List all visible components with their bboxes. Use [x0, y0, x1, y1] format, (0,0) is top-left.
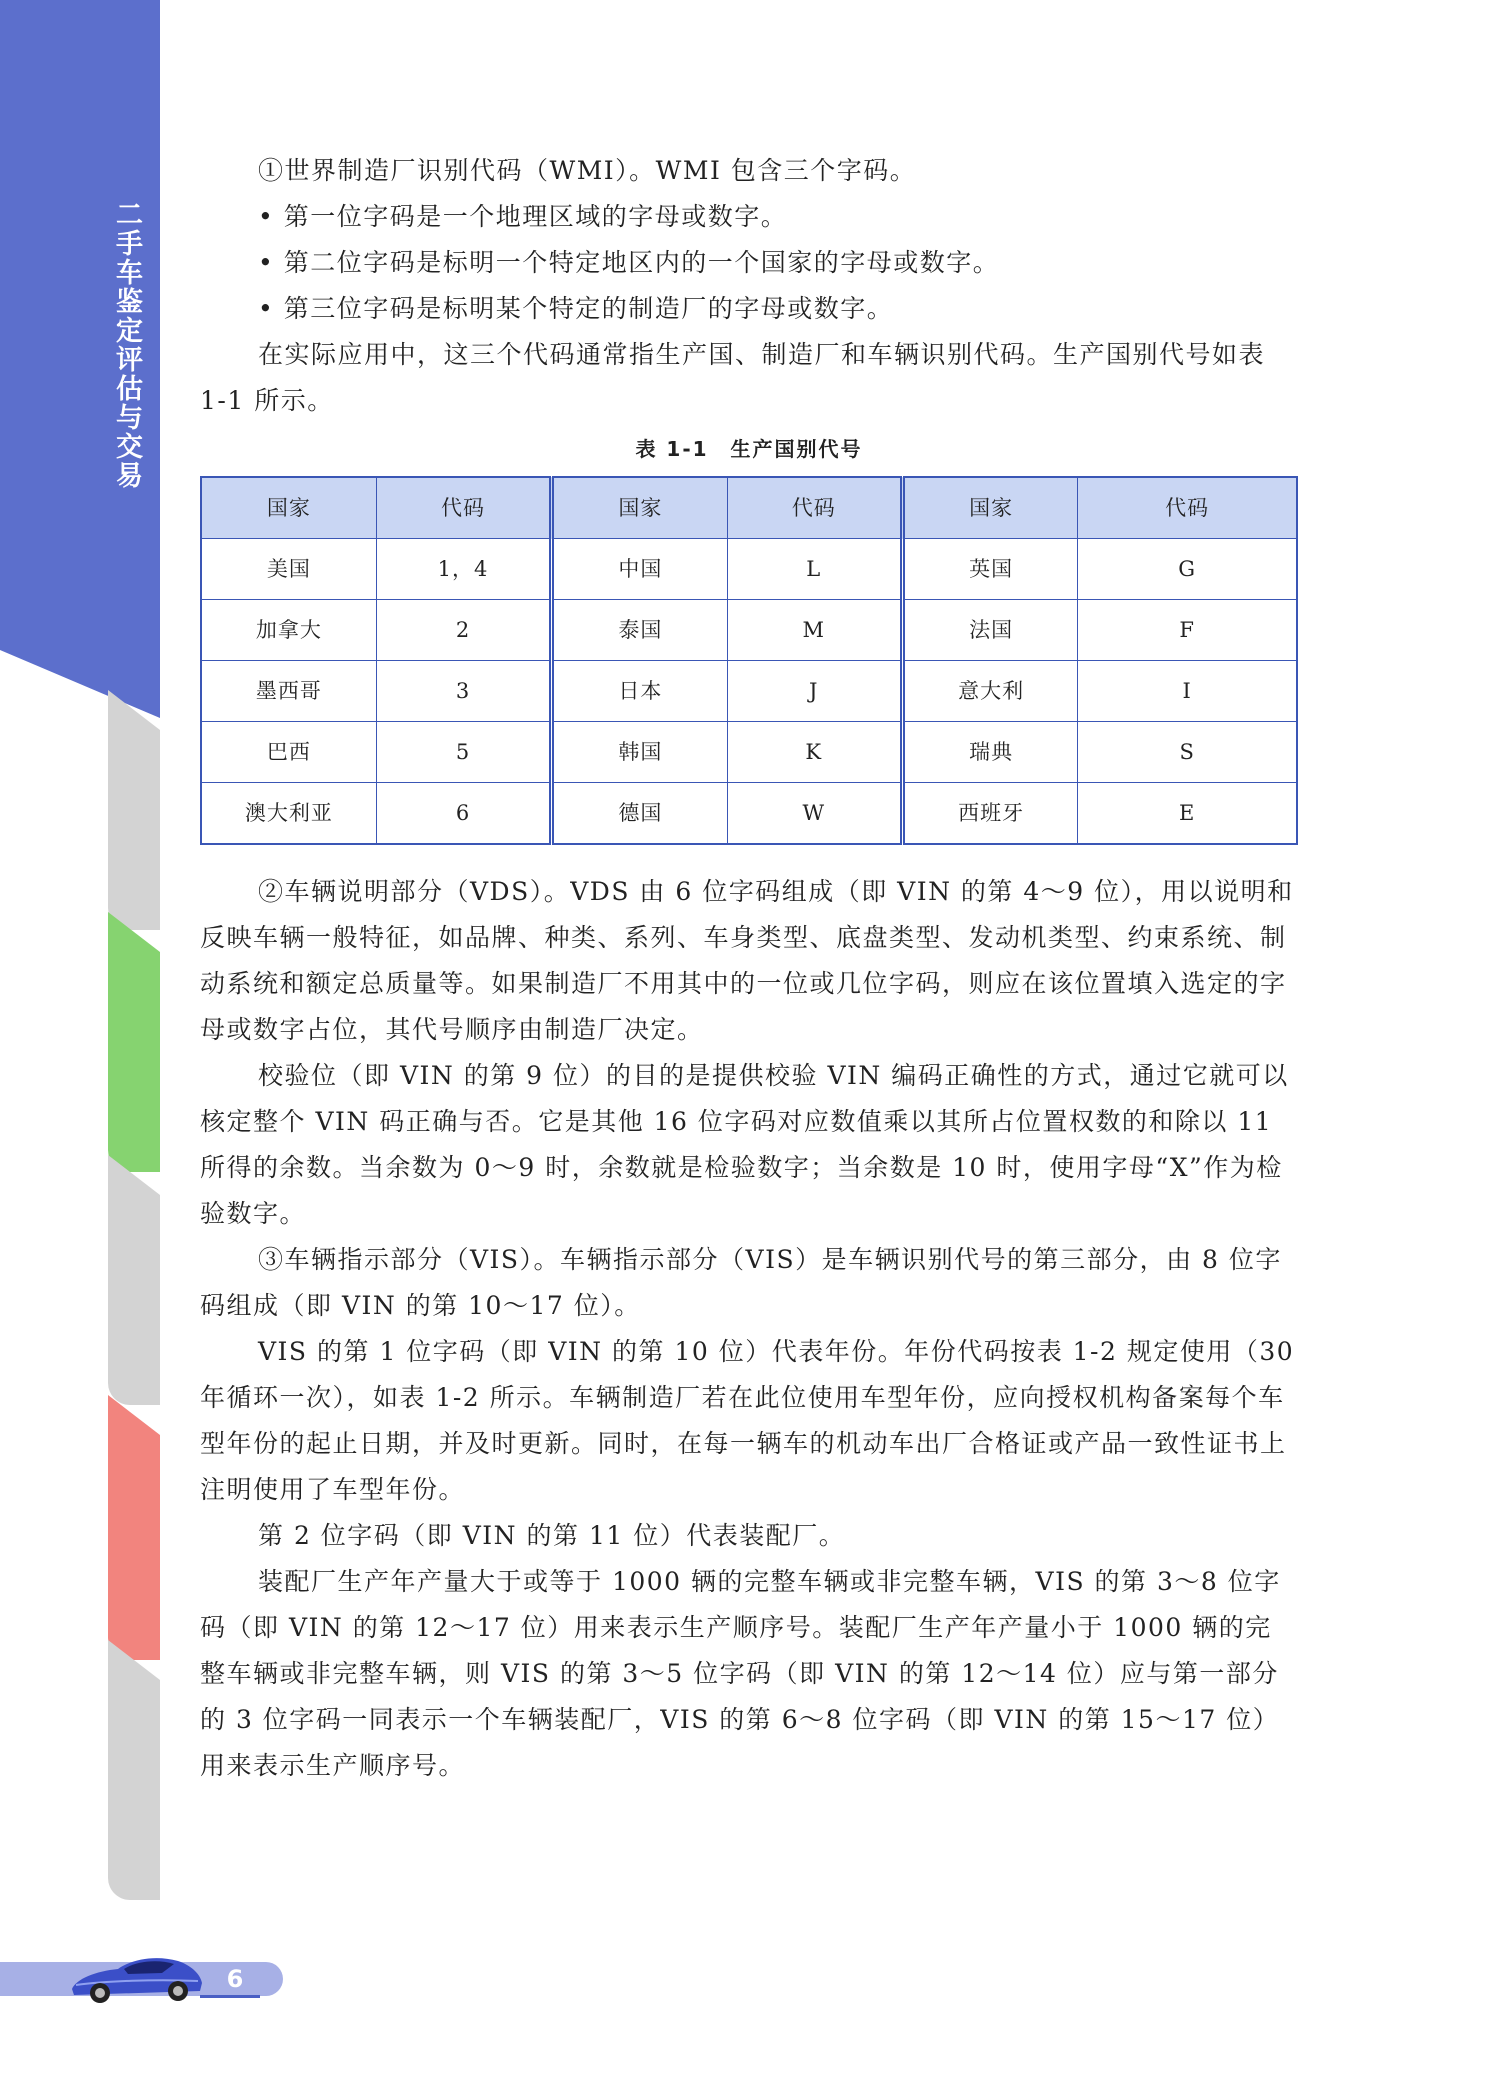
table-cell: J [727, 661, 902, 722]
book-title-vertical: 二手车鉴定评估与交易 [111, 200, 142, 490]
header-code-1: 代码 [376, 477, 551, 539]
table-cell: S [1078, 722, 1297, 783]
table-cell: 澳大利亚 [201, 783, 376, 845]
table-cell: 5 [376, 722, 551, 783]
table-cell: 2 [376, 600, 551, 661]
table-row [201, 722, 1297, 783]
paragraph-serial-number: 装配厂生产年产量大于或等于 1000 辆的完整车辆或非完整车辆，VIS 的第 3～8 位字码（即 VIN 的第 12～17 位）用来表示生产顺序号。装配厂生产年产量小于 1000 辆的完整车辆或非完整车辆，则 VIS 的第 3～5 位字码（即 VIN 的第 12～14 位）应与第一部分的 3 位字码一同表示一个车辆装配厂，VIS 的第 6～8 位字码（即 VIN 的第 15～17 位）用来表示生产顺序号。 [200, 1567, 1281, 1780]
table-row [201, 661, 1297, 722]
header-country-3: 国家 [902, 477, 1077, 539]
page-content [200, 148, 1298, 1789]
table-cell: 西班牙 [902, 783, 1077, 845]
table-cell: 加拿大 [201, 600, 376, 661]
table-cell: 德国 [552, 783, 727, 845]
table-cell: 日本 [552, 661, 727, 722]
table-cell: G [1078, 539, 1297, 600]
paragraph-check-digit: 校验位（即 VIN 的第 9 位）的目的是提供校验 VIN 编码正确性的方式，通过它就可以核定整个 VIN 码正确与否。它是其他 16 位字码对应数值乘以其所占位置权数的和除以 11 所得的余数。当余数为 0～9 时，余数就是检验数字；当余数是 10 时，使用字母“X”作为检验数字。 [200, 1061, 1289, 1228]
table-cell: 泰国 [552, 600, 727, 661]
table-cell: 意大利 [902, 661, 1077, 722]
table-cell: I [1078, 661, 1297, 722]
chapter-tab-red [108, 1395, 160, 1660]
table-cell: 英国 [902, 539, 1077, 600]
table-caption: 表 1-1 生产国别代号 [635, 437, 863, 461]
paragraph-assembly-plant: 第 2 位字码（即 VIN 的第 11 位）代表装配厂。 [258, 1521, 846, 1550]
header-code-2: 代码 [727, 477, 902, 539]
table-cell: 巴西 [201, 722, 376, 783]
paragraph-vds: ②车辆说明部分（VDS）。VDS 由 6 位字码组成（即 VIN 的第 4～9 位），用以说明和反映车辆一般特征，如品牌、种类、系列、车身类型、底盘类型、发动机类型、约束系统、制动系统和额定总质量等。如果制造厂不用其中的一位或几位字码，则应在该位置填入选定的字母或数字占位，其代号顺序由制造厂决定。 [200, 877, 1294, 1044]
car-icon [66, 1945, 206, 2007]
bullet-item-3: • 第三位字码是标明某个特定的制造厂的字母或数字。 [258, 294, 894, 323]
chapter-tab-green [108, 912, 160, 1172]
table-cell: K [727, 722, 902, 783]
table-row [201, 600, 1297, 661]
paragraph-vis-year: VIS 的第 1 位字码（即 VIN 的第 10 位）代表年份。年份代码按表 1-2 规定使用（30 年循环一次），如表 1-2 所示。车辆制造厂若在此位使用车型年份，应向授权机构备案每个车型年份的起止日期，并及时更新。同时，在每一辆车的机动车出厂合格证或产品一致性证书上注明使用了车型年份。 [200, 1337, 1295, 1504]
table-cell: 中国 [552, 539, 727, 600]
bullet-item-2: • 第二位字码是标明一个特定地区内的一个国家的字母或数字。 [258, 248, 1000, 277]
paragraph-wmi: ①世界制造厂识别代码（WMI）。WMI 包含三个字码。 [258, 156, 917, 185]
table-cell: 墨西哥 [201, 661, 376, 722]
chapter-tab-gray-3 [108, 1640, 160, 1900]
page-number: 6 [226, 1965, 244, 1993]
table-cell: 法国 [902, 600, 1077, 661]
table-cell: 1，4 [376, 539, 551, 600]
country-code-table [200, 476, 1298, 845]
table-row [201, 539, 1297, 600]
table-header-row [201, 477, 1297, 539]
table-cell: 瑞典 [902, 722, 1077, 783]
table-cell: L [727, 539, 902, 600]
table-cell: W [727, 783, 902, 845]
paragraph-intro-table: 在实际应用中，这三个代码通常指生产国、制造厂和车辆识别代码。生产国别代号如表 1-1 所示。 [200, 340, 1266, 415]
table-cell: F [1078, 600, 1297, 661]
table-cell: 美国 [201, 539, 376, 600]
chapter-tab-gray-2 [108, 1155, 160, 1405]
header-code-3: 代码 [1078, 477, 1297, 539]
page-number-underline [200, 1995, 260, 1998]
table-cell: M [727, 600, 902, 661]
chapter-tab-gray-1 [108, 690, 160, 930]
table-cell: 韩国 [552, 722, 727, 783]
header-country-2: 国家 [552, 477, 727, 539]
table-row [201, 783, 1297, 845]
paragraph-vis: ③车辆指示部分（VIS）。车辆指示部分（VIS）是车辆识别代号的第三部分，由 8 位字码组成（即 VIN 的第 10～17 位）。 [200, 1245, 1282, 1320]
table-cell: 3 [376, 661, 551, 722]
table-cell: E [1078, 783, 1297, 845]
table-cell: 6 [376, 783, 551, 845]
bullet-item-1: • 第一位字码是一个地理区域的字母或数字。 [258, 202, 788, 231]
header-country-1: 国家 [201, 477, 376, 539]
